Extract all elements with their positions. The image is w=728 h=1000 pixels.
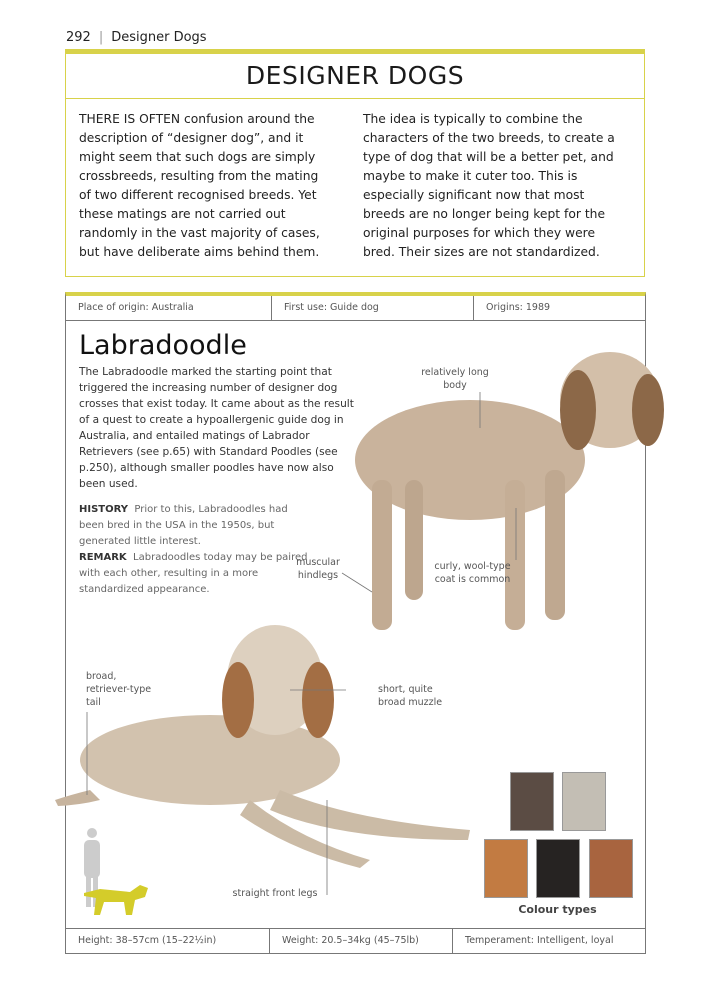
intro-column-1: THERE IS OFTEN confusion around the description of “designer dog”, and it might seem that such dogs are simply crossbreeds, resulting from the mating of two different recognised breeds. Yet these matings are not carried out randomly in the vast majority of cases, but have deliberate aims behind them. [79,112,320,259]
swatch-apricot [484,839,528,898]
first-use: First use: Guide dog [272,296,474,320]
label-front-legs: straight front legs [232,888,318,899]
section-title: Designer Dogs [111,30,207,45]
running-header: 292 | Designer Dogs [66,30,207,45]
intro-column-2: The idea is typically to combine the characters of the two breeds, to create a type of dog that will be a better pet, and maybe to make it cuter too. This is especially significant now that most breeds are no longer being kept for the original purposes for which they were bred. Their sizes are not standardized. [363,112,615,259]
label-tail: broad, retriever-type tail [86,671,152,708]
label-long-body: relatively long body [421,367,489,391]
breed-name: Labradoodle [79,330,247,361]
page-number: 292 [66,30,91,45]
swatch-black [536,839,580,898]
height-fact: Height: 38–57cm (15–22½in) [66,929,270,953]
remark-label: REMARK [79,552,127,563]
chapter-title: DESIGNER DOGS [66,54,644,99]
swatch-red [589,839,633,898]
origins-year: Origins: 1989 [486,302,551,313]
remark-text: Labradoodles today may be paired with each other, resulting in a more standardized appearance. [79,552,308,595]
history-text: Prior to this, Labradoodles had been bred in the USA in the 1950s, but generated little interest. [79,504,288,547]
colour-types-label: Colour types [518,903,597,916]
breed-description: The Labradoodle marked the starting point that triggered the increasing number of designer dog crosses that exist today. It came about as the result of a quest to create a hypoallergenic guide dog in Australia, and entailed matings of Labrador Retrievers (see p.65) with Standard Poodles (see p.250), although smaller poodles have now also been used. [79,366,354,490]
label-muzzle: short, quite broad muzzle [378,684,443,708]
swatch-dark-brown [510,772,554,831]
lying-dog-image [55,625,470,868]
weight-fact: Weight: 20.5–34kg (45–75lb) [270,929,453,953]
temperament-fact: Temperament: Intelligent, loyal [465,935,614,946]
label-coat: curly, wool-type coat is common [434,561,511,585]
standing-dog-image [355,352,664,630]
place-of-origin: Place of origin: Australia [66,296,272,320]
size-comparison-icon [84,828,148,915]
swatch-silver [562,772,606,831]
label-hindlegs: muscular hindlegs [296,557,340,581]
history-label: HISTORY [79,504,129,515]
